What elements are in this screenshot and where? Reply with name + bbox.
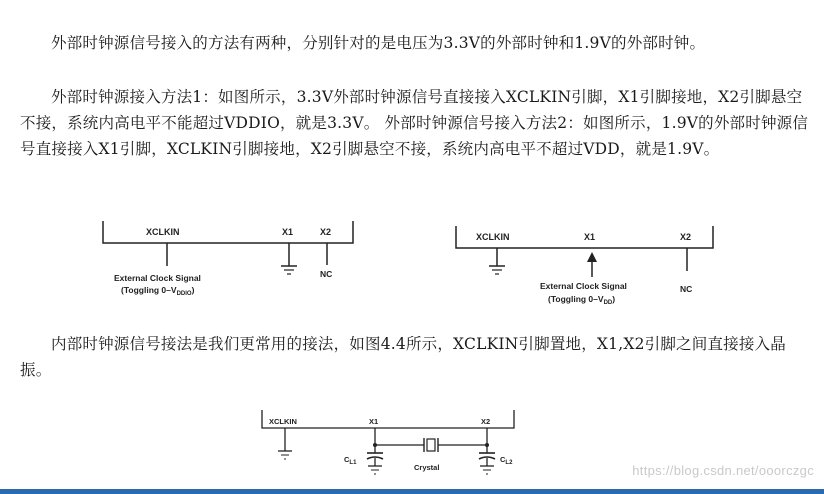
- crystal-symbol: [427, 439, 435, 451]
- diagram-external-clock-3v3: [103, 221, 353, 274]
- watermark-url: https://blog.csdn.net/ooorczgc: [632, 463, 814, 478]
- pin-x2-label: X2: [481, 417, 491, 426]
- bottom-accent-bar: [0, 489, 824, 494]
- paragraph-intro: 外部时钟源信号接入的方法有两种，分别针对的是电压为3.3V的外部时钟和1.9V的外部时钟。: [51, 34, 706, 52]
- diagram-internal-crystal: [262, 410, 514, 474]
- paragraph-internal-clock: 内部时钟源信号接法是我们更常用的接法，如图4.4所示，XCLKIN引脚置地，X1,X2引脚之间直接接入晶振。: [20, 335, 786, 379]
- pin-x2-label: X2: [680, 232, 692, 242]
- pin-x2-label: X2: [320, 227, 332, 237]
- chip-outline-1: [103, 221, 353, 243]
- pin-xclkin-label: XCLKIN: [476, 232, 510, 242]
- arrow-up-icon: [587, 252, 597, 262]
- paragraph-methods: 外部时钟源接入方法1：如图所示，3.3V外部时钟源信号直接接入XCLKIN引脚，X1引脚接地，X2引脚悬空不接，系统内高电平不能超过VDDIO，就是3.3V。 外部时钟源信号接入方法2：如图所示，1.9V的外部时钟源信号直接接入X1引脚，XCLKIN引脚接地，X2引脚悬空不接，系统内高电平不超过VDD，就是1.9V。: [20, 88, 809, 158]
- pin-x1-label: X1: [369, 417, 379, 426]
- signal-label-line1: External Clock Signal: [540, 281, 627, 291]
- pin-x1-label: X1: [584, 232, 596, 242]
- signal-label-line2: (Toggling $0-V_{DD}$): [548, 294, 616, 306]
- junction-dot: [373, 443, 377, 447]
- crystal-label: Crystal: [414, 463, 440, 472]
- pin-xclkin-label: XCLKIN: [269, 417, 297, 426]
- capacitor-cl2-label: $C_{L2}$: [500, 455, 513, 466]
- nc-label: NC: [320, 269, 333, 279]
- chip-outline-3: [262, 410, 514, 428]
- junction-dot: [485, 443, 489, 447]
- signal-label-line2: (Toggling $0-V_{DDIO}$): [121, 285, 195, 297]
- nc-label: NC: [680, 284, 693, 294]
- capacitor-cl1-label: $C_{L1}$: [344, 455, 357, 466]
- signal-label-line1: External Clock Signal: [114, 273, 201, 283]
- pin-x1-label: X1: [282, 227, 294, 237]
- pin-xclkin-label: XCLKIN: [146, 227, 180, 237]
